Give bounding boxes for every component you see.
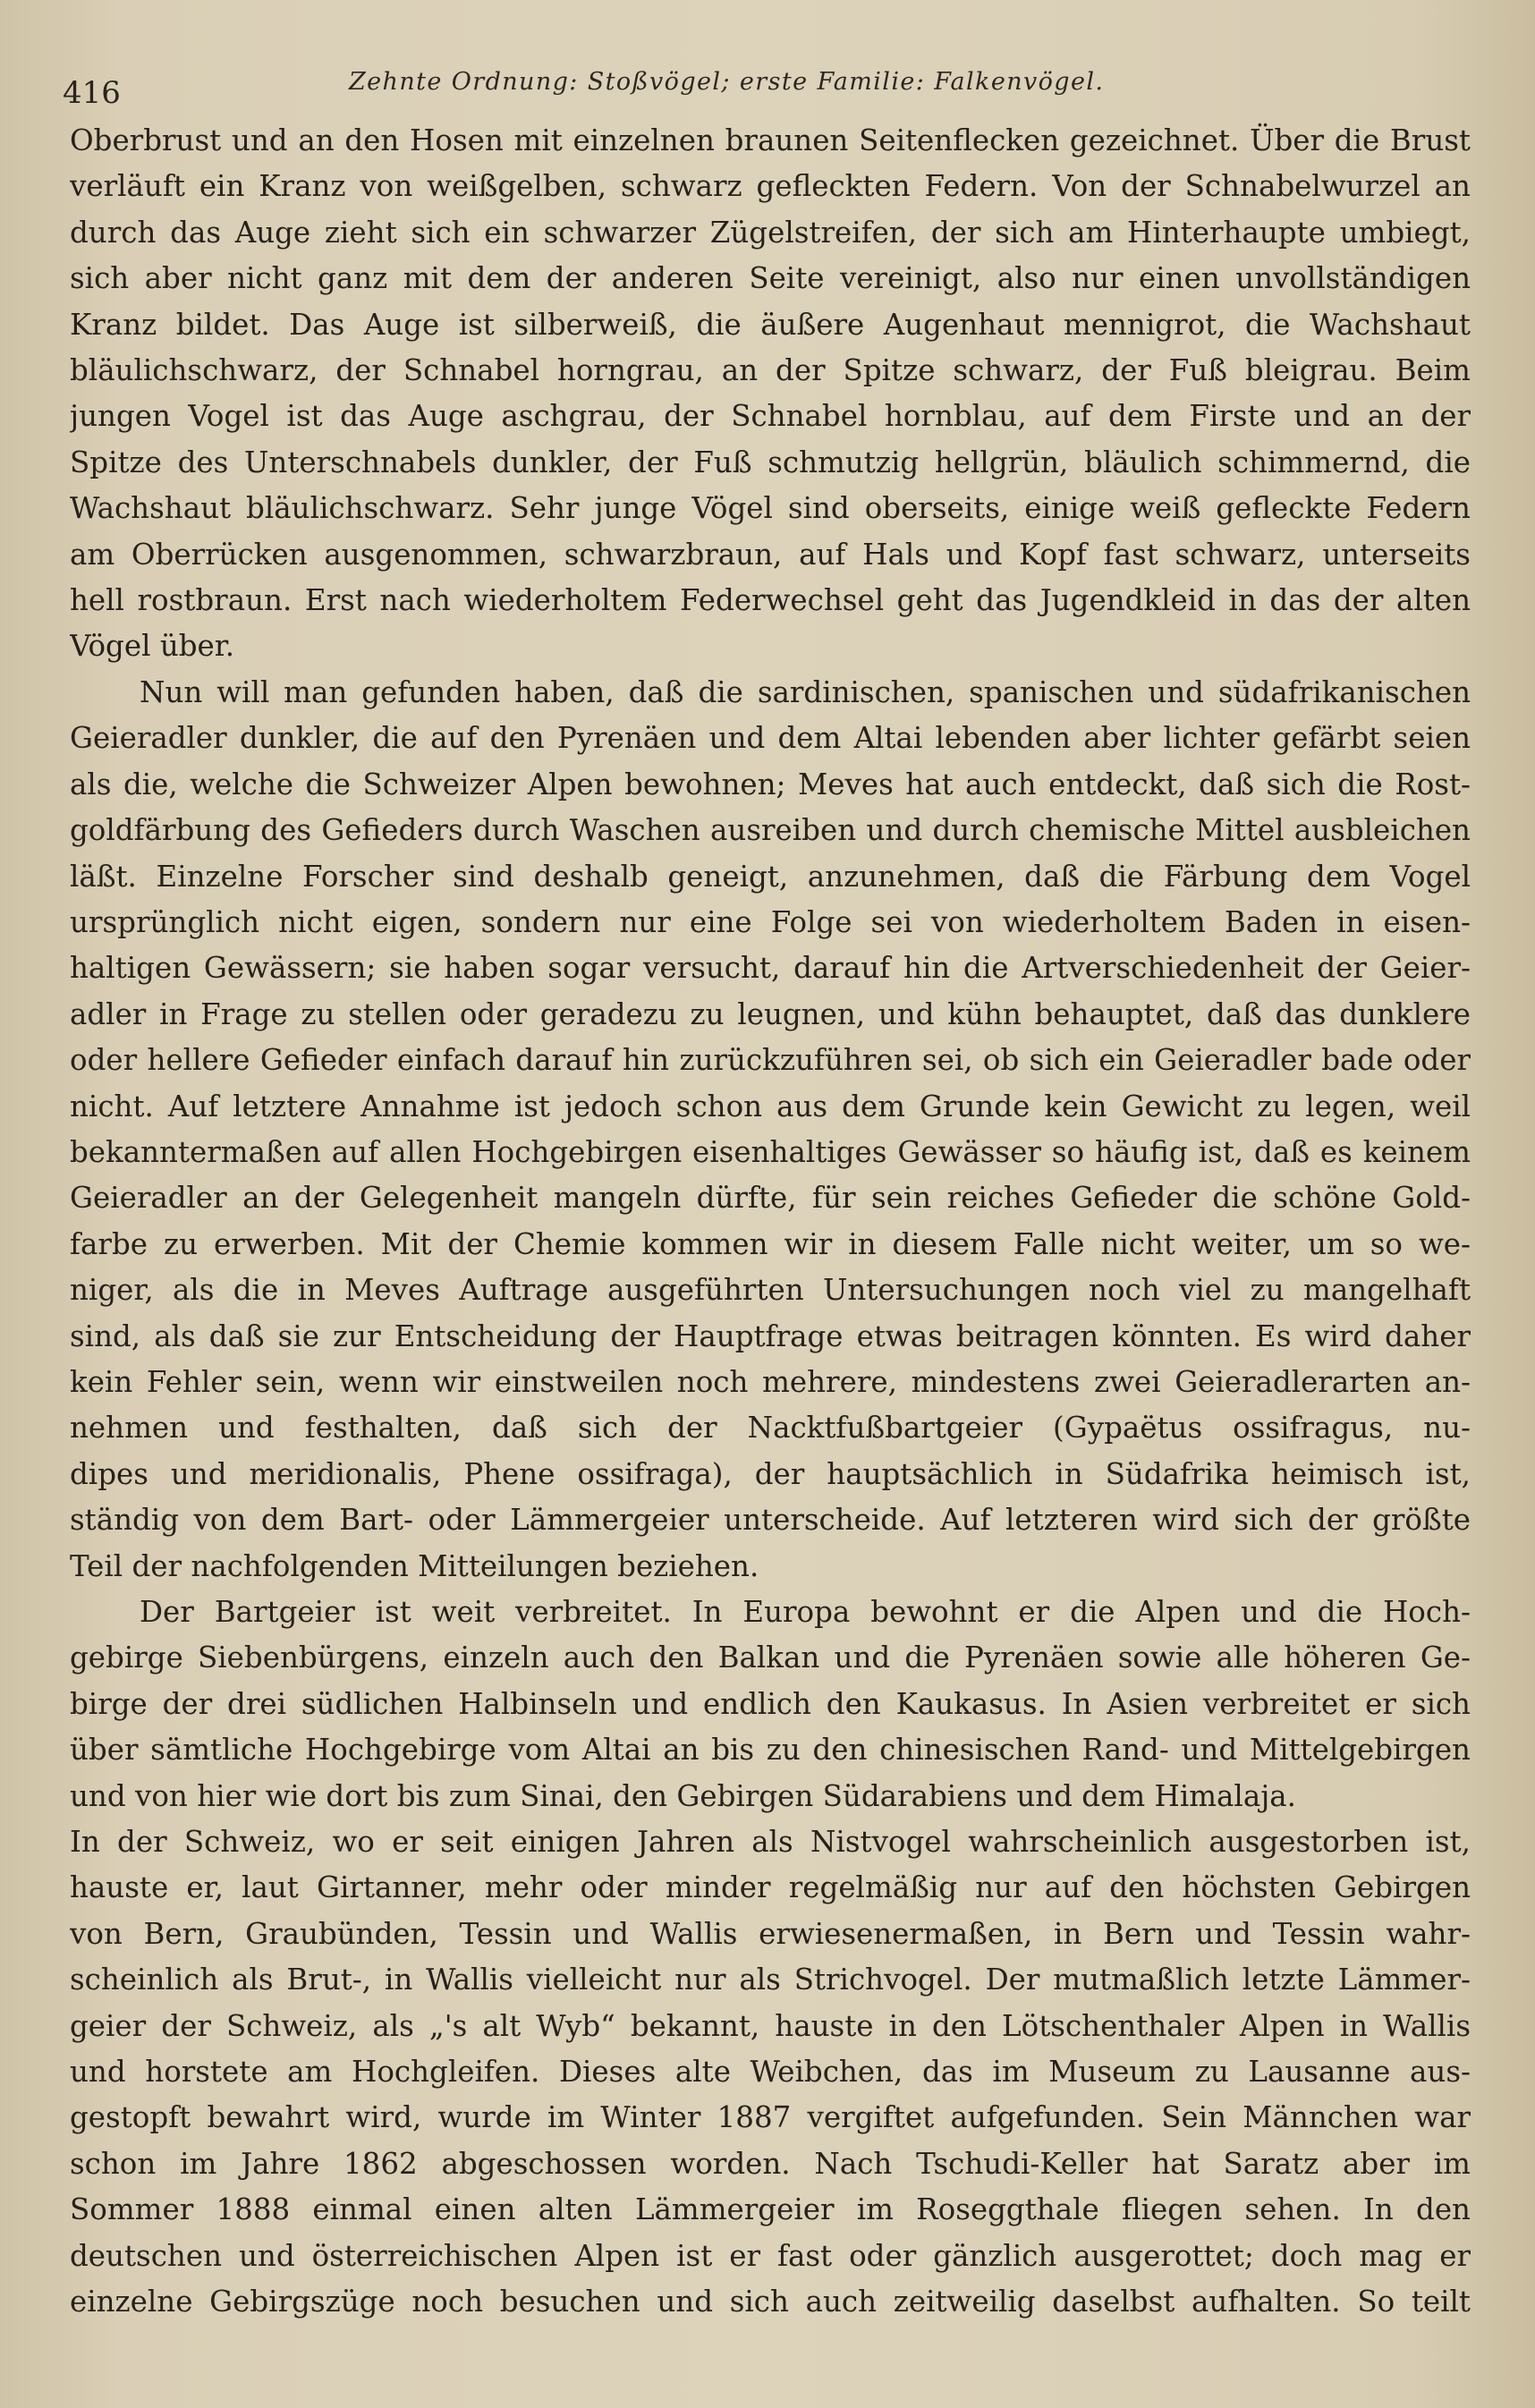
text-line: ursprünglich nicht eigen, sondern nur eine Folge sei von wiederholtem Baden in eisen- [70, 904, 1471, 939]
text-line: und von hier wie dort bis zum Sinai, den Gebirgen Südarabiens und dem Himalaja. [70, 1778, 1296, 1813]
text-line: Geieradler an der Gelegenheit mangeln dürfte, für sein reiches Gefieder die schöne Gold- [70, 1181, 1471, 1216]
text-line: gestopft bewahrt wird, wurde im Winter 1887 vergiftet aufgefunden. Sein Männchen war [70, 2100, 1471, 2135]
text-line: bekanntermaßen auf allen Hochgebirgen eisenhaltiges Gewässer so häufig ist, daß es keinem [70, 1134, 1471, 1169]
text-line: Der Bartgeier ist weit verbreitet. In Europa bewohnt er die Alpen und die Hoch- [140, 1595, 1471, 1629]
paragraph-1 [70, 118, 1471, 670]
page-header [63, 59, 1476, 113]
text-line: kein Fehler sein, wenn wir einstweilen noch mehrere, mindestens zwei Geieradlerarten an- [70, 1364, 1471, 1399]
text-line: am Oberrücken ausgenommen, schwarzbraun, auf Hals und Kopf fast schwarz, unterseits [70, 537, 1471, 572]
text-line: schon im Jahre 1862 abgeschossen worden. Nach Tschudi-Keller hat Saratz aber im [70, 2146, 1471, 2181]
text-line: läßt. Einzelne Forscher sind deshalb geneigt, anzunehmen, daß die Färbung dem Vogel [70, 859, 1471, 894]
text-line: Teil der nachfolgenden Mitteilungen beziehen. [70, 1548, 759, 1583]
text-line: oder hellere Gefieder einfach darauf hin zurückzuführen sei, ob sich ein Geieradler bade oder [70, 1043, 1471, 1078]
text-line: jungen Vogel ist das Auge aschgrau, der Schnabel hornblau, auf dem Firste und an der [70, 399, 1471, 434]
text-line: deutschen und österreichischen Alpen ist er fast oder gänzlich ausgerottet; doch mag er [70, 2238, 1471, 2273]
text-line: hauste er, laut Girtanner, mehr oder minder regelmäßig nur auf den höchsten Gebirgen [70, 1870, 1471, 1905]
text-line: niger, als die in Meves Auftrage ausgeführten Untersuchungen noch viel zu mangelhaft [70, 1273, 1471, 1308]
text-line: über sämtliche Hochgebirge vom Altai an bis zu den chinesischen Rand- und Mittelgebirgen [70, 1733, 1471, 1768]
text-line: von Bern, Graubünden, Tessin und Wallis erwiesenermaßen, in Bern und Tessin wahr- [70, 1916, 1471, 1951]
text-line: hell rostbraun. Erst nach wiederholtem Federwechsel geht das Jugendkleid in das der alten [70, 583, 1471, 618]
text-line: nicht. Auf letztere Annahme ist jedoch schon aus dem Grunde kein Gewicht zu legen, weil [70, 1089, 1471, 1123]
text-line: geier der Schweiz, als „'s alt Wyb“ bekannt, hauste in den Lötschenthaler Alpen in Wallis [70, 2008, 1471, 2043]
text-line: als die, welche die Schweizer Alpen bewohnen; Meves hat auch entdeckt, daß sich die Rost- [70, 767, 1471, 801]
text-line: In der Schweiz, wo er seit einigen Jahren als Nistvogel wahrscheinlich ausgestorben ist, [70, 1825, 1471, 1860]
text-line: und horstete am Hochgleifen. Dieses alte Weibchen, das im Museum zu Lausanne aus- [70, 2055, 1471, 2090]
text-line: Nun will man gefunden haben, daß die sardinischen, spanischen und südafrikanischen [140, 674, 1471, 709]
text-line: haltigen Gewässern; sie haben sogar versucht, darauf hin die Artverschiedenheit der Geier- [70, 951, 1471, 986]
text-line: adler in Frage zu stellen oder geradezu zu leugnen, und kühn behauptet, daß das dunklere [70, 996, 1471, 1031]
paragraph-2 [70, 670, 1471, 1590]
text-line: goldfärbung des Gefieders durch Waschen ausreiben und durch chemische Mittel ausbleichen [70, 813, 1471, 848]
text-line: Spitze des Unterschnabels dunkler, der Fuß schmutzig hellgrün, bläulich schimmernd, die [70, 445, 1471, 479]
text-line: sich aber nicht ganz mit dem der anderen Seite vereinigt, also nur einen unvollständigen [70, 261, 1471, 296]
page-number: 416 [63, 75, 121, 111]
text-line: einzelne Gebirgszüge noch besuchen und sich auch zeitweilig daselbst aufhalten. So teilt [70, 2285, 1471, 2319]
text-line: gebirge Siebenbürgens, einzeln auch den Balkan und die Pyrenäen sowie alle höheren Ge- [70, 1641, 1471, 1675]
text-line: scheinlich als Brut-, in Wallis vielleicht nur als Strichvogel. Der mutmaßlich letzte Lämmer- [70, 1963, 1471, 1997]
text-line: dipes und meridionalis, Phene ossifraga), der hauptsächlich in Südafrika heimisch ist, [70, 1456, 1471, 1491]
text-line: Wachshaut bläulichschwarz. Sehr junge Vögel sind oberseits, einige weiß gefleckte Federn [70, 491, 1471, 526]
running-head: Zehnte Ordnung: Stoßvögel; erste Familie: Falkenvögel. [349, 68, 1105, 96]
text-line: Kranz bildet. Das Auge ist silberweiß, die äußere Augenhaut mennigrot, die Wachshaut [70, 307, 1471, 342]
text-line: verläuft ein Kranz von weißgelben, schwarz gefleckten Federn. Von der Schnabelwurzel an [70, 169, 1471, 204]
body-text [70, 118, 1471, 2326]
text-line: birge der drei südlichen Halbinseln und endlich den Kaukasus. In Asien verbreitet er sich [70, 1686, 1471, 1721]
text-line: Sommer 1888 einmal einen alten Lämmergeier im Roseggthale fliegen sehen. In den [70, 2192, 1471, 2227]
text-line: sind, als daß sie zur Entscheidung der Hauptfrage etwas beitragen könnten. Es wird daher [70, 1318, 1471, 1353]
text-line: nehmen und festhalten, daß sich der Nacktfußbartgeier (Gypaëtus ossifragus, nu- [70, 1411, 1471, 1446]
text-line: Vögel über. [70, 629, 235, 664]
text-line: durch das Auge zieht sich ein schwarzer Zügelstreifen, der sich am Hinterhaupte umbiegt, [70, 215, 1471, 250]
paragraph-3 [70, 1590, 1471, 2326]
text-line: ständig von dem Bart- oder Lämmergeier unterscheide. Auf letzteren wird sich der größte [70, 1503, 1471, 1538]
text-line: Geieradler dunkler, die auf den Pyrenäen und dem Altai lebenden aber lichter gefärbt seien [70, 721, 1471, 756]
text-line: farbe zu erwerben. Mit der Chemie kommen wir in diesem Falle nicht weiter, um so we- [70, 1226, 1471, 1261]
text-line: bläulichschwarz, der Schnabel horngrau, an der Spitze schwarz, der Fuß bleigrau. Beim [70, 353, 1471, 388]
text-line: Oberbrust und an den Hosen mit einzelnen braunen Seitenflecken gezeichnet. Über die Brust [70, 123, 1471, 157]
